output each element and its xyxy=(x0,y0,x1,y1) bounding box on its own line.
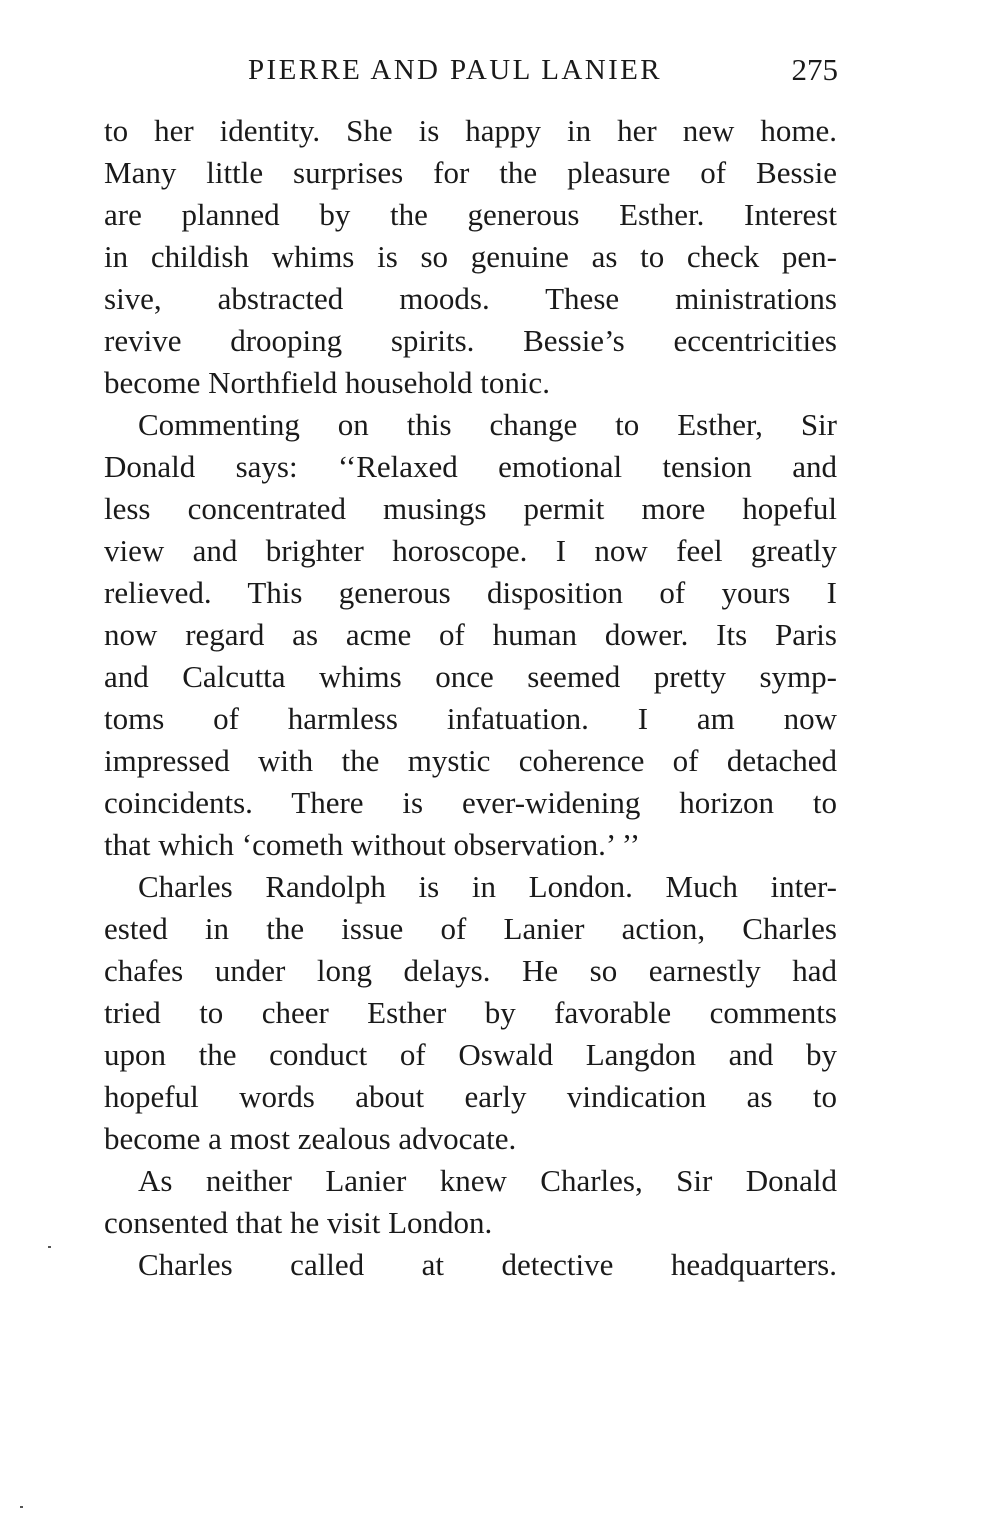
text-line: Donald says: ‘‘Relaxed emotional tension and xyxy=(104,449,837,484)
text-line: impressed with the mystic coherence of detached xyxy=(104,743,837,778)
text-line: tried to cheer Esther by favorable comments xyxy=(104,995,837,1030)
scan-speck xyxy=(20,1506,23,1508)
text-line: upon the conduct of Oswald Langdon and by xyxy=(104,1037,837,1072)
running-title: PIERRE AND PAUL LANIER xyxy=(248,54,662,86)
running-head xyxy=(100,50,838,90)
text-line: sive, abstracted moods. These ministrations xyxy=(104,281,837,316)
text-line: Charles called at detective headquarters. xyxy=(138,1247,837,1282)
text-line: less concentrated musings permit more hopeful xyxy=(104,491,837,526)
text-line: to her identity. She is happy in her new home. xyxy=(104,113,837,148)
text-line: coincidents. There is ever-widening horizon to xyxy=(104,785,837,820)
text-line: Many little surprises for the pleasure of Bessie xyxy=(104,155,837,190)
text-line: ested in the issue of Lanier action, Charles xyxy=(104,911,837,946)
text-line: view and brighter horoscope. I now feel greatly xyxy=(104,533,837,568)
scan-speck xyxy=(48,1246,51,1248)
text-line: hopeful words about early vindication as to xyxy=(104,1079,837,1114)
text-line: Commenting on this change to Esther, Sir xyxy=(138,407,837,442)
text-line: now regard as acme of human dower. Its Paris xyxy=(104,617,837,652)
text-line: As neither Lanier knew Charles, Sir Donald xyxy=(138,1163,837,1198)
text-line: become a most zealous advocate. xyxy=(104,1121,517,1156)
body-text xyxy=(104,110,837,1286)
text-line: chafes under long delays. He so earnestly had xyxy=(104,953,837,988)
text-line: are planned by the generous Esther. Interest xyxy=(104,197,837,232)
page-number: 275 xyxy=(791,52,838,87)
text-line: that which ‘cometh without observation.’ ’’ xyxy=(104,827,641,862)
text-line: consented that he visit London. xyxy=(104,1205,493,1240)
text-line: toms of harmless infatuation. I am now xyxy=(104,701,837,736)
text-line: and Calcutta whims once seemed pretty symp- xyxy=(104,659,837,694)
text-line: revive drooping spirits. Bessie’s eccentricities xyxy=(104,323,837,358)
text-line: become Northfield household tonic. xyxy=(104,365,550,400)
text-line: Charles Randolph is in London. Much inter- xyxy=(138,869,837,904)
text-line: relieved. This generous disposition of yours I xyxy=(104,575,837,610)
text-line: in childish whims is so genuine as to check pen- xyxy=(104,239,837,274)
